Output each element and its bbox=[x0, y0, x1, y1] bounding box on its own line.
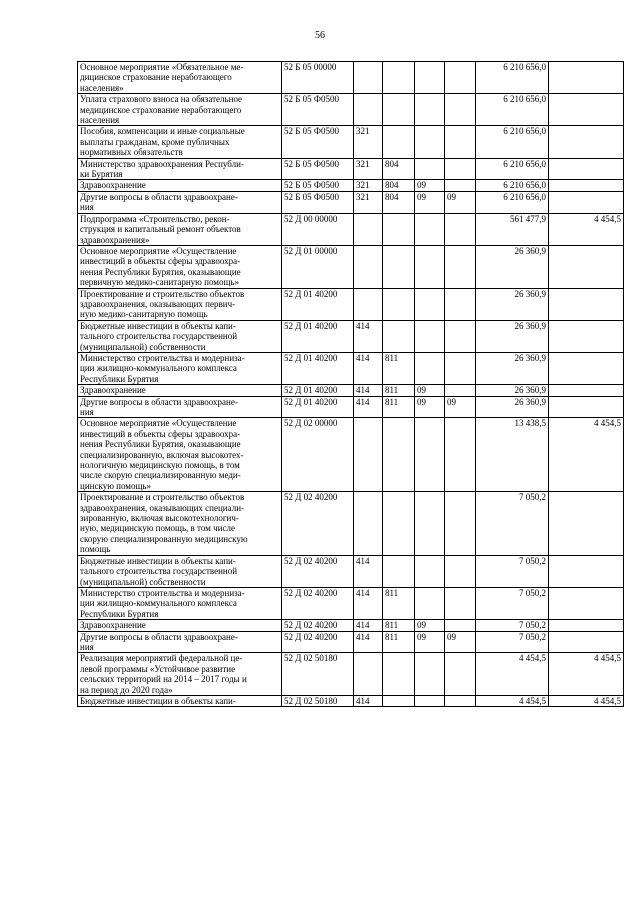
expense-type-cell bbox=[354, 62, 383, 94]
table-row bbox=[78, 631, 624, 653]
amount-cell: 561 477,9 bbox=[476, 213, 549, 245]
target-code-cell: 52 Д 02 50180 bbox=[282, 695, 354, 706]
expense-type-cell: 321 bbox=[354, 191, 383, 213]
section-code-cell bbox=[415, 126, 445, 158]
amount-cell: 26 360,9 bbox=[476, 320, 549, 352]
amount-cell: 6 210 656,0 bbox=[476, 62, 549, 94]
amount-federal-cell bbox=[549, 492, 624, 555]
amount-cell: 6 210 656,0 bbox=[476, 180, 549, 191]
subsection-code-cell bbox=[445, 62, 476, 94]
amount-cell: 26 360,9 bbox=[476, 396, 549, 418]
target-code-cell: 52 Б 05 Ф0500 bbox=[282, 94, 354, 126]
ministry-code-cell: 804 bbox=[383, 158, 415, 180]
amount-federal-cell bbox=[549, 180, 624, 191]
table-row bbox=[78, 620, 624, 631]
ministry-code-cell bbox=[383, 288, 415, 320]
target-code-cell: 52 Д 01 40200 bbox=[282, 385, 354, 396]
amount-cell: 7 050,2 bbox=[476, 620, 549, 631]
table-row bbox=[78, 288, 624, 320]
table-row bbox=[78, 245, 624, 288]
amount-federal-cell bbox=[549, 385, 624, 396]
target-code-cell: 52 Д 01 40200 bbox=[282, 320, 354, 352]
amount-federal-cell: 4 454,5 bbox=[549, 695, 624, 706]
subsection-code-cell: 09 bbox=[445, 396, 476, 418]
amount-federal-cell bbox=[549, 62, 624, 94]
ministry-code-cell bbox=[383, 213, 415, 245]
section-code-cell bbox=[415, 158, 445, 180]
table-row bbox=[78, 396, 624, 418]
amount-federal-cell bbox=[549, 288, 624, 320]
amount-cell: 7 050,2 bbox=[476, 555, 549, 587]
expense-type-cell bbox=[354, 492, 383, 555]
item-name-cell: Министерство строительства и модерниза- ции жилищно-коммунального комплекса Республики Бурятия bbox=[78, 587, 282, 619]
target-code-cell: 52 Д 02 40200 bbox=[282, 620, 354, 631]
table-row bbox=[78, 94, 624, 126]
ministry-code-cell: 811 bbox=[383, 620, 415, 631]
subsection-code-cell bbox=[445, 126, 476, 158]
amount-federal-cell bbox=[549, 320, 624, 352]
ministry-code-cell bbox=[383, 126, 415, 158]
section-code-cell bbox=[415, 320, 445, 352]
amount-cell: 7 050,2 bbox=[476, 631, 549, 653]
table-row bbox=[78, 418, 624, 492]
amount-federal-cell bbox=[549, 620, 624, 631]
ministry-code-cell bbox=[383, 418, 415, 492]
budget-table bbox=[77, 61, 624, 707]
subsection-code-cell bbox=[445, 620, 476, 631]
amount-cell: 4 454,5 bbox=[476, 653, 549, 696]
expense-type-cell: 414 bbox=[354, 587, 383, 619]
table-row bbox=[78, 126, 624, 158]
item-name-cell: Бюджетные инвестиции в объекты капи- тального строительства государственной (муниципальной) собственности bbox=[78, 555, 282, 587]
expense-type-cell bbox=[354, 288, 383, 320]
target-code-cell: 52 Д 02 50180 bbox=[282, 653, 354, 696]
item-name-cell: Подпрограмма «Строительство, рекон- струкция и капитальный ремонт объектов здравоохранения» bbox=[78, 213, 282, 245]
subsection-code-cell bbox=[445, 492, 476, 555]
table-row bbox=[78, 320, 624, 352]
section-code-cell bbox=[415, 587, 445, 619]
table-row bbox=[78, 653, 624, 696]
item-name-cell: Основное мероприятие «Осуществление инвестиций в объекты сферы здравоохра- нения Республики Бурятия, оказывающие специализированную, включая высокотех- нологичную медицинскую помощь, в том числе скорую специализированную меди- цинскую помощь» bbox=[78, 418, 282, 492]
amount-cell: 4 454,5 bbox=[476, 695, 549, 706]
section-code-cell bbox=[415, 492, 445, 555]
subsection-code-cell: 09 bbox=[445, 631, 476, 653]
target-code-cell: 52 Б 05 Ф0500 bbox=[282, 126, 354, 158]
amount-cell: 7 050,2 bbox=[476, 492, 549, 555]
expense-type-cell: 414 bbox=[354, 320, 383, 352]
item-name-cell: Здравоохранение bbox=[78, 180, 282, 191]
target-code-cell: 52 Б 05 Ф0500 bbox=[282, 180, 354, 191]
subsection-code-cell bbox=[445, 180, 476, 191]
subsection-code-cell bbox=[445, 587, 476, 619]
section-code-cell bbox=[415, 288, 445, 320]
amount-cell: 26 360,9 bbox=[476, 385, 549, 396]
amount-federal-cell bbox=[549, 396, 624, 418]
amount-federal-cell bbox=[549, 245, 624, 288]
ministry-code-cell: 811 bbox=[383, 385, 415, 396]
amount-cell: 26 360,9 bbox=[476, 288, 549, 320]
section-code-cell bbox=[415, 555, 445, 587]
amount-federal-cell bbox=[549, 94, 624, 126]
page-number: 56 bbox=[315, 30, 325, 41]
amount-federal-cell bbox=[549, 587, 624, 619]
subsection-code-cell bbox=[445, 352, 476, 384]
table-body bbox=[78, 62, 624, 707]
amount-cell: 6 210 656,0 bbox=[476, 191, 549, 213]
item-name-cell: Бюджетные инвестиции в объекты капи- bbox=[78, 695, 282, 706]
section-code-cell bbox=[415, 94, 445, 126]
subsection-code-cell bbox=[445, 653, 476, 696]
subsection-code-cell bbox=[445, 158, 476, 180]
expense-type-cell: 414 bbox=[354, 631, 383, 653]
amount-federal-cell: 4 454,5 bbox=[549, 418, 624, 492]
table-row bbox=[78, 180, 624, 191]
section-code-cell: 09 bbox=[415, 385, 445, 396]
expense-type-cell: 414 bbox=[354, 620, 383, 631]
target-code-cell: 52 Д 01 40200 bbox=[282, 352, 354, 384]
section-code-cell: 09 bbox=[415, 396, 445, 418]
subsection-code-cell bbox=[445, 94, 476, 126]
item-name-cell: Бюджетные инвестиции в объекты капи- тального строительства государственной (муниципальной) собственности bbox=[78, 320, 282, 352]
amount-cell: 6 210 656,0 bbox=[476, 94, 549, 126]
item-name-cell: Другие вопросы в области здравоохране- ния bbox=[78, 631, 282, 653]
ministry-code-cell: 804 bbox=[383, 191, 415, 213]
expense-type-cell: 321 bbox=[354, 158, 383, 180]
target-code-cell: 52 Д 01 40200 bbox=[282, 396, 354, 418]
expense-type-cell: 414 bbox=[354, 555, 383, 587]
item-name-cell: Уплата страхового взноса на обязательное медицинское страхование неработающего населения bbox=[78, 94, 282, 126]
item-name-cell: Министерство строительства и модерниза- ции жилищно-коммунального комплекса Республики Бурятия bbox=[78, 352, 282, 384]
subsection-code-cell bbox=[445, 695, 476, 706]
table-row bbox=[78, 213, 624, 245]
expense-type-cell: 321 bbox=[354, 180, 383, 191]
amount-cell: 13 438,5 bbox=[476, 418, 549, 492]
target-code-cell: 52 Б 05 00000 bbox=[282, 62, 354, 94]
ministry-code-cell bbox=[383, 94, 415, 126]
target-code-cell: 52 Д 02 40200 bbox=[282, 555, 354, 587]
section-code-cell: 09 bbox=[415, 191, 445, 213]
amount-federal-cell: 4 454,5 bbox=[549, 213, 624, 245]
amount-federal-cell bbox=[549, 555, 624, 587]
table-row bbox=[78, 158, 624, 180]
ministry-code-cell: 811 bbox=[383, 352, 415, 384]
expense-type-cell bbox=[354, 653, 383, 696]
item-name-cell: Основное мероприятие «Осуществление инвестиций в объекты сферы здравоохра- нения Республики Бурятия, оказывающие первичную медико-санитарную помощь» bbox=[78, 245, 282, 288]
target-code-cell: 52 Б 05 Ф0500 bbox=[282, 158, 354, 180]
ministry-code-cell bbox=[383, 653, 415, 696]
amount-cell: 6 210 656,0 bbox=[476, 158, 549, 180]
ministry-code-cell bbox=[383, 695, 415, 706]
amount-cell: 26 360,9 bbox=[476, 245, 549, 288]
item-name-cell: Основное мероприятие «Обязательное ме- дицинское страхование неработающего населения» bbox=[78, 62, 282, 94]
target-code-cell: 52 Д 01 40200 bbox=[282, 288, 354, 320]
subsection-code-cell: 09 bbox=[445, 191, 476, 213]
ministry-code-cell: 811 bbox=[383, 587, 415, 619]
ministry-code-cell: 804 bbox=[383, 180, 415, 191]
section-code-cell bbox=[415, 352, 445, 384]
target-code-cell: 52 Д 02 40200 bbox=[282, 587, 354, 619]
ministry-code-cell: 811 bbox=[383, 631, 415, 653]
table-row bbox=[78, 385, 624, 396]
section-code-cell bbox=[415, 245, 445, 288]
target-code-cell: 52 Д 00 00000 bbox=[282, 213, 354, 245]
item-name-cell: Другие вопросы в области здравоохране- ния bbox=[78, 191, 282, 213]
expense-type-cell bbox=[354, 213, 383, 245]
subsection-code-cell bbox=[445, 288, 476, 320]
table-row bbox=[78, 555, 624, 587]
section-code-cell bbox=[415, 695, 445, 706]
subsection-code-cell bbox=[445, 320, 476, 352]
section-code-cell: 09 bbox=[415, 620, 445, 631]
expense-type-cell bbox=[354, 245, 383, 288]
subsection-code-cell bbox=[445, 385, 476, 396]
item-name-cell: Министерство здравоохранения Республи- ки Бурятия bbox=[78, 158, 282, 180]
item-name-cell: Другие вопросы в области здравоохране- ния bbox=[78, 396, 282, 418]
section-code-cell bbox=[415, 653, 445, 696]
table-row bbox=[78, 695, 624, 706]
ministry-code-cell: 811 bbox=[383, 396, 415, 418]
subsection-code-cell bbox=[445, 418, 476, 492]
expense-type-cell: 414 bbox=[354, 352, 383, 384]
table-row bbox=[78, 62, 624, 94]
amount-federal-cell bbox=[549, 126, 624, 158]
ministry-code-cell bbox=[383, 320, 415, 352]
target-code-cell: 52 Д 02 00000 bbox=[282, 418, 354, 492]
amount-federal-cell bbox=[549, 191, 624, 213]
amount-federal-cell bbox=[549, 352, 624, 384]
amount-federal-cell: 4 454,5 bbox=[549, 653, 624, 696]
subsection-code-cell bbox=[445, 213, 476, 245]
table-row bbox=[78, 352, 624, 384]
expense-type-cell: 321 bbox=[354, 126, 383, 158]
expense-type-cell bbox=[354, 418, 383, 492]
expense-type-cell bbox=[354, 94, 383, 126]
section-code-cell bbox=[415, 213, 445, 245]
table-row bbox=[78, 191, 624, 213]
section-code-cell: 09 bbox=[415, 631, 445, 653]
amount-federal-cell bbox=[549, 158, 624, 180]
ministry-code-cell bbox=[383, 555, 415, 587]
expense-type-cell: 414 bbox=[354, 695, 383, 706]
target-code-cell: 52 Д 01 00000 bbox=[282, 245, 354, 288]
item-name-cell: Реализация мероприятий федеральной це- левой программы «Устойчивое развитие сельских территорий на 2014 – 2017 годы и на период до 2020 года» bbox=[78, 653, 282, 696]
table-row bbox=[78, 587, 624, 619]
item-name-cell: Проектирование и строительство объектов здравоохранения, оказывающих специали- зированную, включая высокотехнологич- ную, медицинскую помощь, в том числе скорую специализированную медицинскую помощь bbox=[78, 492, 282, 555]
section-code-cell bbox=[415, 418, 445, 492]
item-name-cell: Здравоохранение bbox=[78, 385, 282, 396]
amount-federal-cell bbox=[549, 631, 624, 653]
target-code-cell: 52 Д 02 40200 bbox=[282, 492, 354, 555]
target-code-cell: 52 Б 05 Ф0500 bbox=[282, 191, 354, 213]
item-name-cell: Проектирование и строительство объектов здравоохранения, оказывающих первич- ную медико-санитарную помощь bbox=[78, 288, 282, 320]
subsection-code-cell bbox=[445, 245, 476, 288]
section-code-cell: 09 bbox=[415, 180, 445, 191]
amount-cell: 7 050,2 bbox=[476, 587, 549, 619]
amount-cell: 26 360,9 bbox=[476, 352, 549, 384]
target-code-cell: 52 Д 02 40200 bbox=[282, 631, 354, 653]
amount-cell: 6 210 656,0 bbox=[476, 126, 549, 158]
section-code-cell bbox=[415, 62, 445, 94]
ministry-code-cell bbox=[383, 62, 415, 94]
ministry-code-cell bbox=[383, 492, 415, 555]
subsection-code-cell bbox=[445, 555, 476, 587]
expense-type-cell: 414 bbox=[354, 385, 383, 396]
item-name-cell: Здравоохранение bbox=[78, 620, 282, 631]
expense-type-cell: 414 bbox=[354, 396, 383, 418]
ministry-code-cell bbox=[383, 245, 415, 288]
item-name-cell: Пособия, компенсации и иные социальные выплаты гражданам, кроме публичных нормативных обязательств bbox=[78, 126, 282, 158]
table-row bbox=[78, 492, 624, 555]
